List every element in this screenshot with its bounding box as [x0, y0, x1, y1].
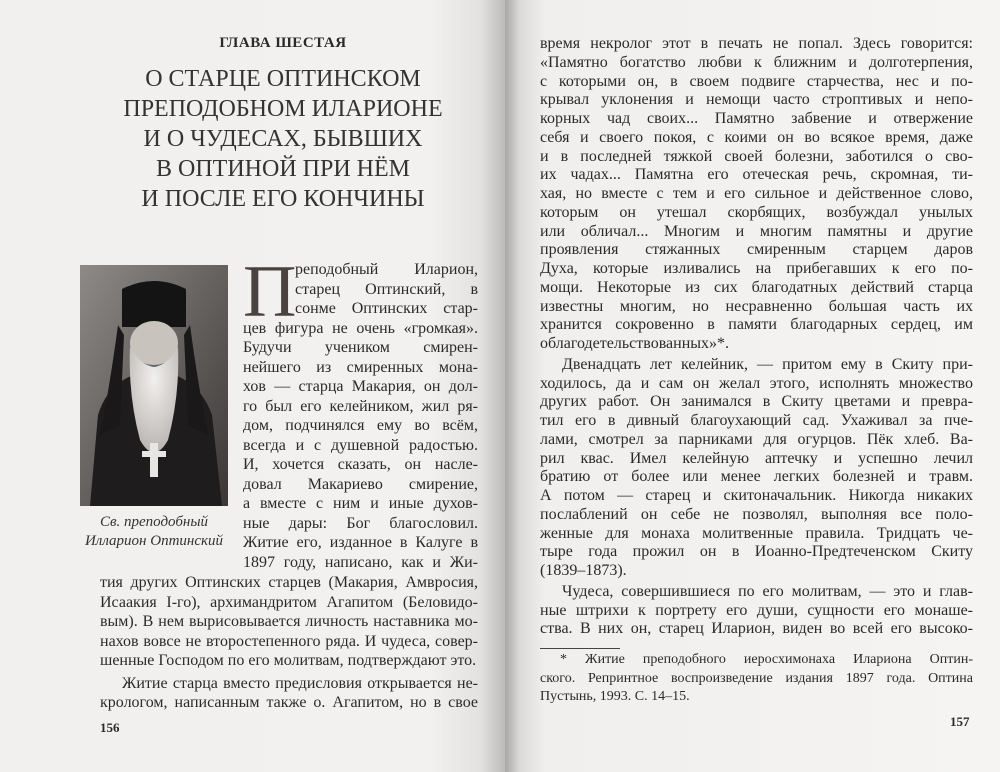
text-line: хая, но вместе с тем и его сильное и действенное слово,: [540, 185, 973, 202]
left-body-text: [100, 573, 478, 713]
text-line: Житие его, изданное в Калуге в: [243, 534, 478, 551]
text-line: тил его в дивный благоухающий сад. Ухаживал за пче-: [540, 412, 973, 429]
title-line: И О ЧУДЕСАХ, БЫВШИХ: [143, 126, 423, 152]
text-line: известны многим, но несравненно большая часть их: [540, 297, 973, 315]
text-line: которым он утешал скорбящих, возбуждал унылых: [540, 203, 973, 221]
portrait-photo: [80, 265, 228, 506]
text-line: ные дары: Бог благословил.: [243, 514, 478, 532]
text-line: ходилось, да и сам он желал этого, исполнять множество: [540, 374, 973, 392]
text-line: а вместе с ним и иные духов-: [243, 495, 478, 512]
footnote-divider: [540, 648, 620, 649]
text-line: хов — старца Макария, он дол-: [243, 378, 478, 395]
paragraph: [540, 35, 973, 354]
text-line: послаблений он себе не позволял, выполняя все поло-: [540, 505, 973, 523]
text-line: тия других Оптинских старцев (Макария, Амвросия,: [100, 574, 478, 591]
text-line: и в последней тяжкой своей болезни, заботился о сво-: [540, 147, 973, 165]
title-line: В ОПТИНОЙ ПРИ НЁМ: [155, 156, 410, 182]
text-line: всегда и с душевной радостью.: [243, 436, 478, 454]
text-line: женные для монаха молитвенные правила. Тридцать че-: [540, 524, 973, 542]
text-line: облагодетельствованных»*.: [540, 335, 730, 352]
text-line: сонме Оптинских стар-: [295, 300, 478, 317]
text-line: довал Макариево смирение,: [243, 475, 478, 493]
text-line: ства. В них он, старец Иларион, виден во всей его высоко-: [540, 620, 973, 638]
paragraph: [540, 583, 973, 639]
text-line: лами, смотрел за парниками для огурцов. Пёк хлеб. Ва-: [540, 430, 973, 448]
chapter-title: [110, 64, 456, 214]
text-line: вым). В нем вырисовывается личность наставника мо-: [100, 613, 478, 630]
text-line: реподобный Иларион,: [295, 261, 478, 278]
text-line: Будучи учеником смирен-: [243, 339, 478, 356]
text-line: * Житие преподобного иеросхимонаха Илариона Оптин-: [560, 652, 973, 667]
text-line: или обличал... Многим и многим памятны и другие: [540, 222, 973, 240]
chapter-label: ГЛАВА ШЕСТАЯ: [219, 35, 347, 51]
text-line: И, хочется сказать, он насле-: [243, 456, 478, 473]
text-line: нейшего из смиренных мона-: [243, 358, 478, 376]
text-line: Житие старца вместо предисловия открывается не-: [122, 674, 478, 692]
text-line: крывал уклонения и немощи часто строптивых и непо-: [540, 91, 973, 109]
text-line: 1897 году, написано, как и Жи-: [243, 553, 478, 571]
text-line: рил квас. Имел келейную аптечку и успешно лечил: [540, 449, 973, 467]
text-line: себя и своего покоя, с коими он во всякое время, даже: [540, 128, 973, 146]
text-line: цев фигура не очень «громкая».: [243, 319, 478, 337]
text-line: А потом — старец и скитоначальник. Никогда никаких: [540, 487, 973, 504]
text-line: мощи. Некоторые из сих благодатных действий старца: [540, 278, 973, 296]
title-line: И ПОСЛЕ ЕГО КОНЧИНЫ: [141, 186, 425, 212]
title-line: О СТАРЦЕ ОПТИНСКОМ: [145, 66, 421, 92]
text-line: го был его келейником, жил ря-: [243, 397, 478, 415]
text-line: хранится сокровенно в памяти благодарных сердец, им: [540, 316, 973, 334]
caption-line: Илларион Оптинский: [84, 533, 224, 549]
footnote: [540, 651, 973, 707]
text-line: корных чад своих... Памятно забвение и отвержение: [540, 110, 973, 127]
opening-paragraph-narrow: [243, 251, 478, 572]
caption-line: Св. преподобный: [99, 514, 208, 530]
text-line: нахов вовсе не второстепенного ряда. И чудеса, совер-: [100, 632, 478, 650]
text-line: (1839–1873).: [540, 562, 627, 579]
text-line: крологом, написанным также о. Агапитом, но в свое: [100, 694, 478, 711]
page-number-right: 157: [950, 714, 970, 729]
text-line: дом, подчинялся ему во всём,: [243, 417, 478, 434]
text-line: Исаакия I-го), архимандритом Агапитом (Беловидо-: [100, 593, 478, 611]
text-line: Чудеса, совершившиеся по его молитвам, — это и глав-: [562, 582, 973, 600]
text-line: тыре года прожил он в Иоанно-Предтеченском Скиту: [540, 543, 973, 561]
text-line: их чадах... Памятна его отеческая речь, скромная, ти-: [540, 166, 973, 184]
page-number-left: 156: [100, 720, 120, 735]
text-line: проявления стяжанных смиренным старцем даров: [540, 241, 973, 259]
text-line: шенные Господом по его молитвам, подтверждают это.: [100, 652, 477, 669]
title-line: ПРЕПОДОБНОМ ИЛАРИОНЕ: [123, 96, 443, 122]
text-line: «Памятно богатство любви к ближним и долготерпения,: [540, 53, 973, 71]
text-line: Духа, которые изливались на прибегавших к его по-: [540, 260, 973, 277]
right-body-text: [540, 35, 973, 639]
text-line: Двенадцать лет келейник, — притом ему в Скиту при-: [562, 355, 973, 373]
text-line: с которыми он, в своем подвиге старчества, нес и по-: [540, 72, 973, 90]
text-line: Пустынь, 1993. С. 14–15.: [540, 689, 690, 704]
photo-caption: [68, 513, 240, 551]
drop-cap: П: [243, 251, 297, 333]
text-line: ные штрихи к портрету его души, сущности его монаше-: [540, 601, 973, 619]
paragraph: [540, 356, 973, 581]
text-line: ского. Репринтное воспроизведение издания 1897 года. Оптина: [540, 670, 973, 686]
text-line: других работ. Он занимался в Скиту цветами и превра-: [540, 393, 973, 411]
text-line: старец Оптинский, в: [295, 280, 478, 298]
text-line: время некролог этот в печать не попал. Здесь говорится:: [540, 35, 973, 52]
text-line: братию от более или менее легких болезней и травм.: [540, 468, 973, 486]
